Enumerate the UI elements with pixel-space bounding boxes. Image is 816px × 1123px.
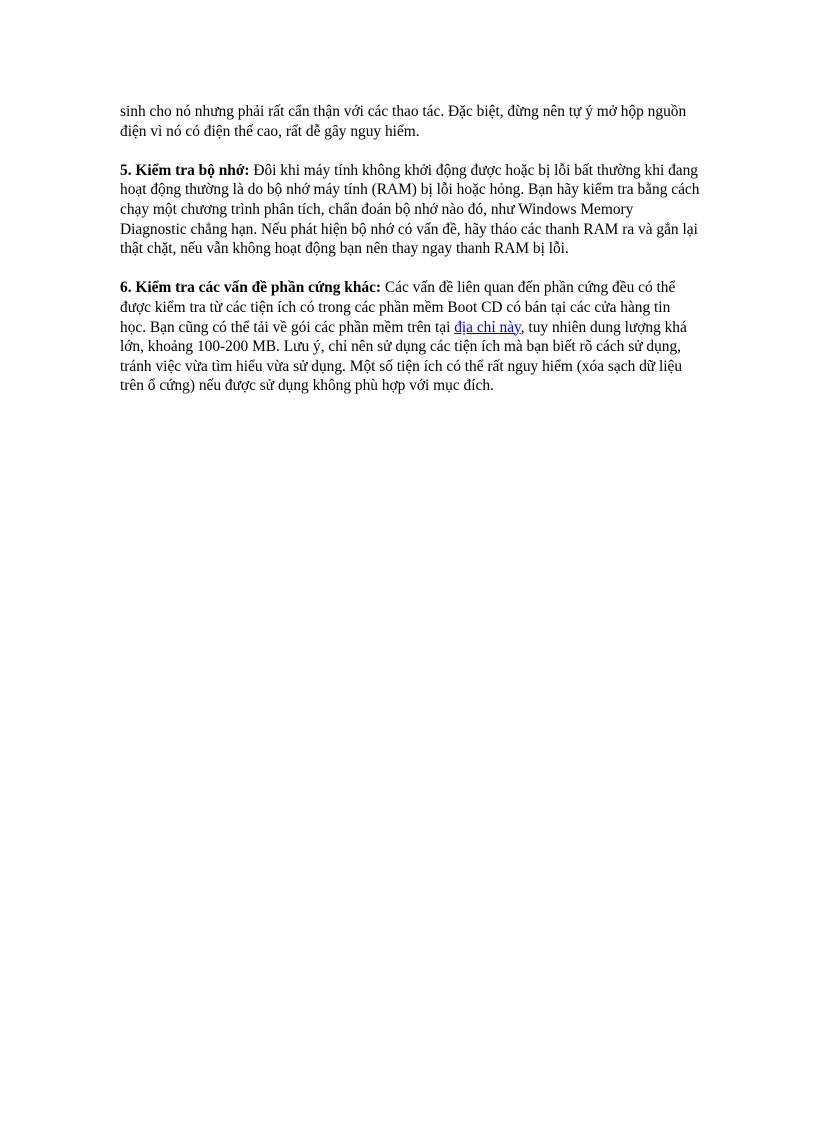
paragraph-text-after-link: , tuy nhiên dung lượng khá lớn, khoảng 100-200 MB. Lưu ý, chỉ nên sử dụng các tiện ích mà bạn biết rõ cách sử dụng, tránh việc vừa tìm hiểu vừa sử dụng. Một số tiện ích có thể rất nguy hiểm (xóa sạch dữ liệu trên ổ cứng) nếu được sử dụng không phù hợp với mục đích. xyxy=(120,318,687,395)
section-heading-memory: 5. Kiểm tra bộ nhớ: xyxy=(120,161,250,179)
download-link[interactable]: địa chỉ này xyxy=(454,318,521,336)
paragraph-hardware-check xyxy=(120,278,700,396)
document-page xyxy=(120,102,700,416)
paragraph-text: Đôi khi máy tính không khởi động được hoặc bị lỗi bất thường khi đang hoạt động thường là do bộ nhớ máy tính (RAM) bị lỗi hoặc hỏng. Bạn hãy kiểm tra bằng cách chạy một chương trình phân tích, chẩn đoán bộ nhớ nào đó, như Windows Memory Diagnostic chẳng hạn. Nếu phát hiện bộ nhớ có vấn đề, hãy tháo các thanh RAM ra và gắn lại thật chặt, nếu vẫn không hoạt động bạn nên thay ngay thanh RAM bị lỗi. xyxy=(120,161,700,258)
paragraph-text-before-link: Các vấn đề liên quan đến phần cứng đều có thể được kiểm tra từ các tiện ích có trong các phần mềm Boot CD có bán tại các cửa hàng tin học. Bạn cũng có thể tải về gói các phần mềm trên tại xyxy=(120,279,676,336)
section-heading-hardware: 6. Kiểm tra các vấn đề phần cứng khác: xyxy=(120,279,382,297)
paragraph-text: sinh cho nó nhưng phải rất cẩn thận với các thao tác. Đặc biệt, đừng nên tự ý mở hộp nguồn điện vì nó có điện thế cao, rất dễ gây nguy hiểm. xyxy=(120,103,687,140)
paragraph-memory-check xyxy=(120,161,700,259)
paragraph-power-supply-note xyxy=(120,102,700,141)
